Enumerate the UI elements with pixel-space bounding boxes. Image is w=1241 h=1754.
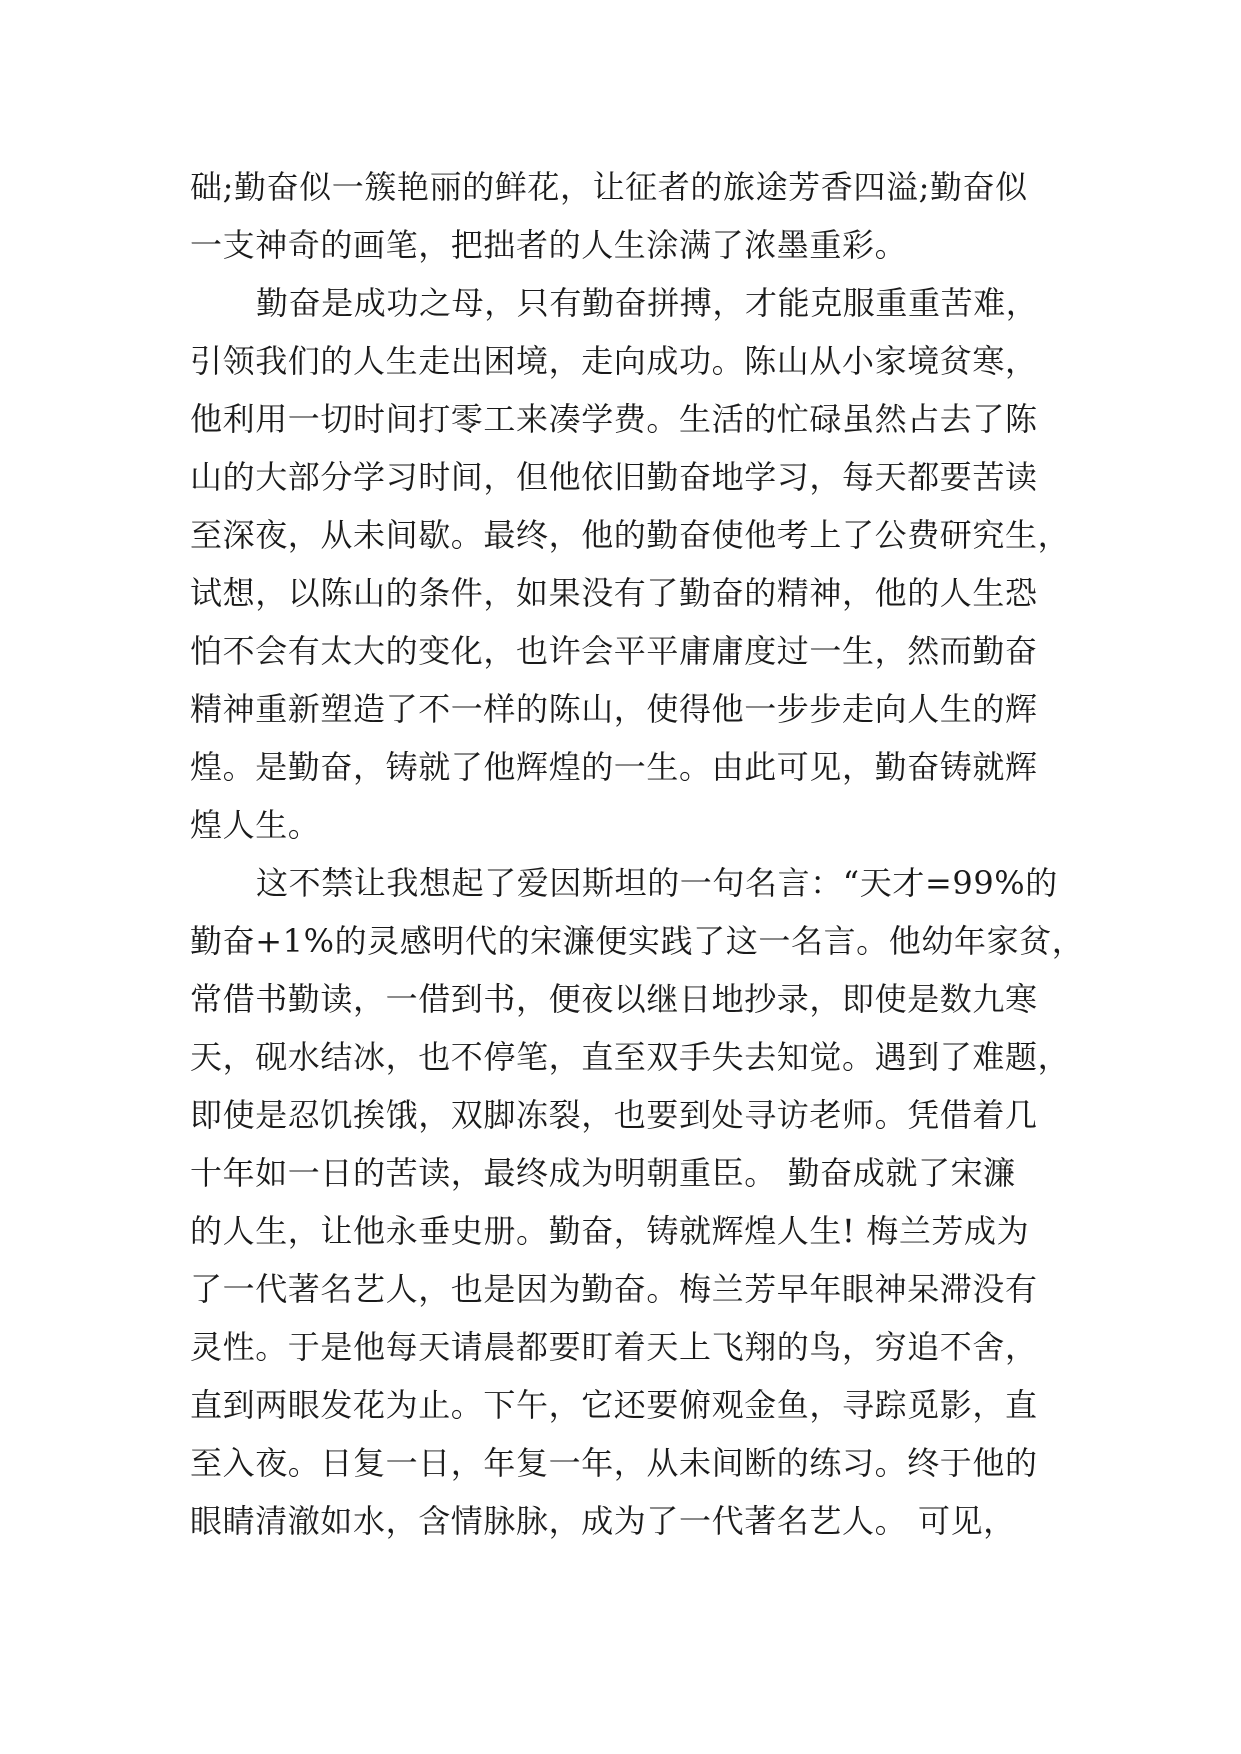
text-line: 他利用一切时间打零工来凑学费。生活的忙碌虽然占去了陈 bbox=[190, 400, 1038, 438]
text-line: 常借书勤读，一借到书，便夜以继日地抄录，即使是数九寒 bbox=[190, 980, 1038, 1018]
text-line: 天，砚水结冰，也不停笔，直至双手失去知觉。遇到了难题， bbox=[190, 1038, 1071, 1076]
text-line: 眼睛清澈如水，含情脉脉，成为了一代著名艺人。 可见， bbox=[190, 1502, 1016, 1540]
text-line: 一支神奇的画笔，把拙者的人生涂满了浓墨重彩。 bbox=[190, 226, 908, 264]
paragraph-3 bbox=[190, 854, 1085, 1550]
text-line: 直到两眼发花为止。下午，它还要俯观金鱼，寻踪觅影，直 bbox=[190, 1386, 1038, 1424]
text-line: 精神重新塑造了不一样的陈山，使得他一步步走向人生的辉 bbox=[190, 690, 1038, 728]
text-line: 十年如一日的苦读，最终成为明朝重臣。 勤奋成就了宋濂 bbox=[190, 1154, 1016, 1192]
text-line: 煌人生。 bbox=[190, 806, 321, 844]
paragraph-2 bbox=[190, 274, 1071, 854]
text-line: 勤奋+1%的灵感明代的宋濂便实践了这一名言。他幼年家贫， bbox=[190, 922, 1085, 960]
text-line: 至入夜。日复一日，年复一年，从未间断的练习。终于他的 bbox=[190, 1444, 1038, 1482]
text-line: 怕不会有太大的变化，也许会平平庸庸度过一生，然而勤奋 bbox=[190, 632, 1038, 670]
text-line: 即使是忍饥挨饿，双脚冻裂，也要到处寻访老师。凭借着几 bbox=[190, 1096, 1038, 1134]
text-line: 山的大部分学习时间，但他依旧勤奋地学习，每天都要苦读 bbox=[190, 458, 1038, 496]
text-line: 了一代著名艺人，也是因为勤奋。梅兰芳早年眼神呆滞没有 bbox=[190, 1270, 1038, 1308]
text-line: 煌。是勤奋，铸就了他辉煌的一生。由此可见，勤奋铸就辉 bbox=[190, 748, 1038, 786]
paragraph-1 bbox=[190, 158, 1052, 274]
text-line: 勤奋是成功之母，只有勤奋拼搏，才能克服重重苦难， bbox=[256, 284, 1039, 322]
text-line: 础;勤奋似一簇艳丽的鲜花，让征者的旅途芳香四溢;勤奋似 bbox=[190, 168, 1028, 206]
text-line: 灵性。于是他每天请晨都要盯着天上飞翔的鸟，穷追不舍， bbox=[190, 1328, 1038, 1366]
text-line: 引领我们的人生走出困境，走向成功。陈山从小家境贫寒， bbox=[190, 342, 1038, 380]
document-body bbox=[190, 158, 1085, 1550]
text-line: 至深夜，从未间歇。最终，他的勤奋使他考上了公费研究生， bbox=[190, 516, 1071, 554]
text-line: 这不禁让我想起了爱因斯坦的一句名言：“天才=99%的 bbox=[256, 864, 1058, 902]
text-line: 的人生，让他永垂史册。勤奋，铸就辉煌人生! 梅兰芳成为 bbox=[190, 1212, 1030, 1250]
text-line: 试想，以陈山的条件，如果没有了勤奋的精神，他的人生恐 bbox=[190, 574, 1038, 612]
